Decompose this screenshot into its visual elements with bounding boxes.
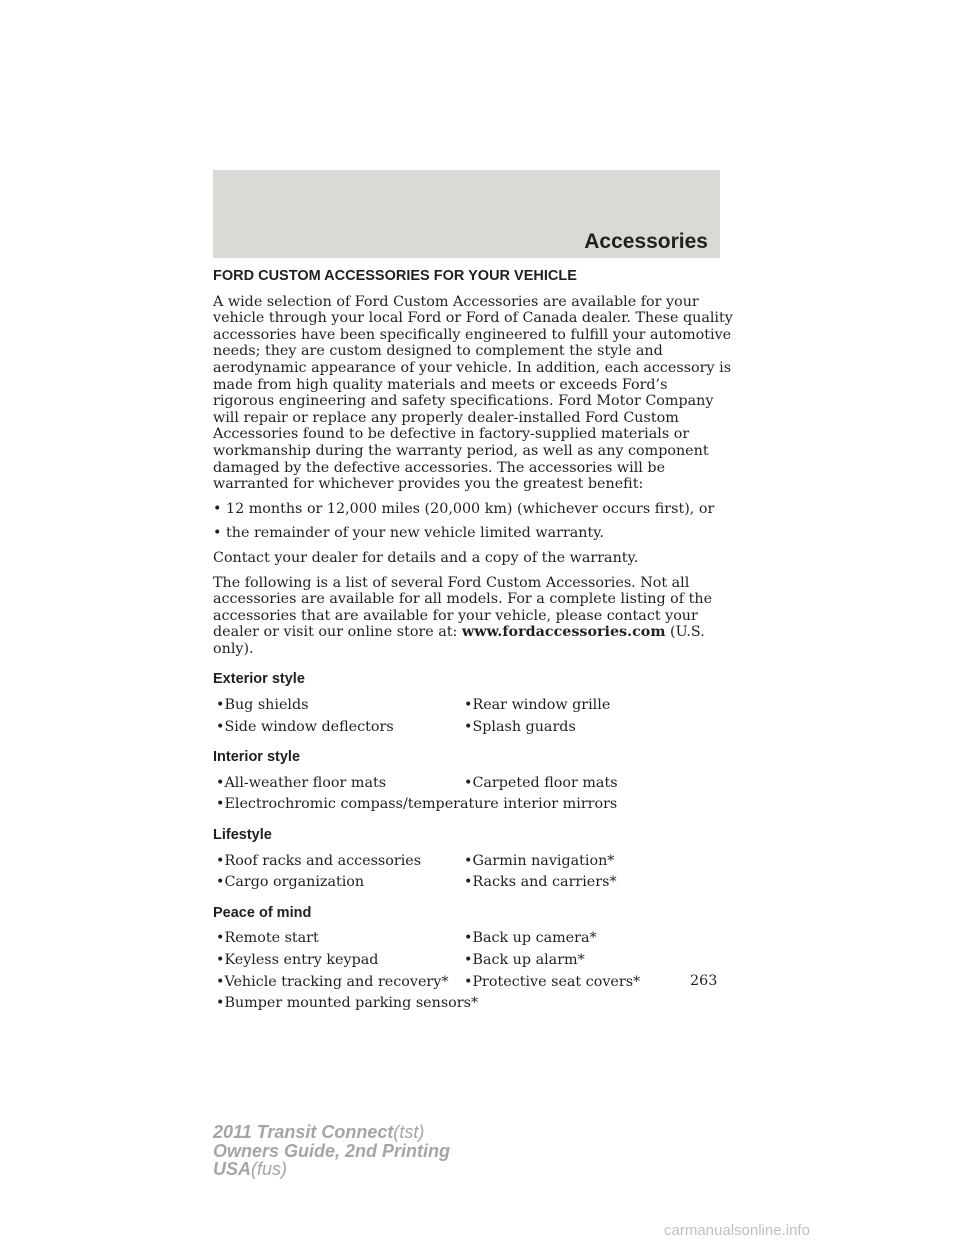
bullet-text: the remainder of your new vehicle limited warranty. bbox=[226, 525, 604, 542]
peace-of-mind-heading: Peace of mind bbox=[213, 904, 312, 921]
list-row bbox=[216, 995, 733, 1012]
list-item: •Keyless entry keypad bbox=[216, 952, 379, 968]
bullet-icon: • bbox=[216, 995, 225, 1012]
list-item bbox=[213, 501, 733, 518]
list-item: •Carpeted floor mats bbox=[464, 774, 618, 791]
peace-of-mind-list bbox=[213, 930, 733, 1011]
document-footer bbox=[213, 1123, 450, 1179]
list-item: •Cargo organization bbox=[216, 874, 365, 891]
list-item: •Splash guards bbox=[464, 718, 576, 735]
list-item: •Vehicle tracking and recovery* bbox=[216, 973, 449, 990]
bullet-icon: • bbox=[216, 774, 225, 791]
list-item: •Racks and carriers* bbox=[464, 874, 617, 891]
intro-paragraph: A wide selection of Ford Custom Accessories are available for your vehicle through your local Ford or Ford of Canada dealer. These quality accessories have been specifically engineered to fulfill your automotive needs; they are custom designed to complement the style and aerodynamic appearance of your vehicle. In addition, each accessory is made from high quality materials and meets or exceeds Ford’s rigorous engineering and safety specifications. Ford Motor Company will repair or replace any properly dealer-installed Ford Custom Accessories found to be defective in factory-supplied materials or workmanship during the warranty period, as well as any component damaged by the defective accessories. The accessories will be warranted for whichever provides you the greatest benefit: bbox=[213, 293, 733, 493]
list-row bbox=[216, 930, 733, 947]
list-item: •Protective seat covers* bbox=[464, 973, 641, 990]
bullet-icon: • bbox=[216, 697, 225, 714]
lifestyle-list bbox=[213, 853, 733, 891]
list-item: •Back up camera* bbox=[464, 930, 597, 947]
bullet-icon: • bbox=[464, 952, 473, 968]
bullet-icon: • bbox=[216, 796, 225, 813]
list-item: •Rear window grille bbox=[464, 697, 611, 714]
section-title: Accessories bbox=[584, 230, 708, 253]
footer-line-region: USA(fus) bbox=[213, 1159, 288, 1179]
section-header-band bbox=[213, 170, 720, 258]
accessories-website-link[interactable]: www.fordaccessories.com bbox=[461, 624, 666, 641]
list-item: •Roof racks and accessories bbox=[216, 852, 422, 869]
list-item: •Back up alarm* bbox=[464, 952, 585, 968]
main-heading: FORD CUSTOM ACCESSORIES FOR YOUR VEHICLE bbox=[213, 268, 577, 284]
list-row bbox=[216, 796, 733, 813]
bullet-icon: • bbox=[464, 718, 473, 735]
bullet-icon: • bbox=[216, 930, 225, 947]
interior-style-list bbox=[213, 775, 733, 813]
lifestyle-heading: Lifestyle bbox=[213, 827, 272, 844]
url-suffix: (U.S. only). bbox=[213, 624, 705, 657]
list-row bbox=[216, 974, 733, 991]
list-row bbox=[216, 853, 733, 870]
exterior-style-list bbox=[213, 697, 733, 735]
list-row bbox=[216, 697, 733, 714]
list-item: •Garmin navigation* bbox=[464, 852, 615, 869]
list-item: •Side window deflectors bbox=[216, 718, 394, 735]
list-row bbox=[216, 719, 733, 736]
list-intro-text: The following is a list of several Ford Custom Accessories. Not all accessories are available for all models. For a complete listing of the accessories that are available for your vehicle, please contact your dealer or visit our online store at: bbox=[213, 574, 713, 641]
bullet-icon: • bbox=[216, 952, 225, 968]
bullet-icon: • bbox=[216, 973, 225, 990]
list-row bbox=[216, 775, 733, 792]
list-item: •Electrochromic compass/temperature interior mirrors bbox=[216, 796, 618, 813]
bullet-icon: • bbox=[464, 774, 473, 791]
bullet-icon: • bbox=[216, 852, 225, 869]
bullet-icon: • bbox=[464, 973, 473, 990]
bullet-icon: • bbox=[216, 718, 225, 735]
bullet-text: 12 months or 12,000 miles (20,000 km) (whichever occurs first), or bbox=[226, 500, 715, 517]
bullet-icon: • bbox=[213, 500, 222, 517]
footer-line-edition: Owners Guide, 2nd Printing bbox=[213, 1140, 451, 1161]
bullet-icon: • bbox=[464, 930, 473, 947]
interior-style-heading: Interior style bbox=[213, 749, 301, 766]
list-item: •Bug shields bbox=[216, 697, 309, 714]
bullet-icon: • bbox=[464, 874, 473, 891]
list-row bbox=[216, 952, 733, 969]
page-number: 263 bbox=[690, 973, 718, 989]
page-content bbox=[213, 268, 733, 1017]
list-item: •Bumper mounted parking sensors* bbox=[216, 995, 479, 1012]
bullet-icon: • bbox=[213, 525, 222, 542]
footer-line-model: 2011 Transit Connect(tst) bbox=[213, 1122, 425, 1142]
list-intro-paragraph bbox=[213, 575, 733, 658]
bullet-icon: • bbox=[464, 852, 473, 869]
bullet-icon: • bbox=[464, 697, 473, 714]
list-item: •Remote start bbox=[216, 930, 319, 947]
list-item bbox=[213, 525, 733, 542]
exterior-style-heading: Exterior style bbox=[213, 671, 305, 688]
watermark: carmanualsonline.info bbox=[664, 1222, 810, 1239]
list-item: •All-weather floor mats bbox=[216, 774, 387, 791]
list-row bbox=[216, 874, 733, 891]
bullet-icon: • bbox=[216, 874, 225, 891]
contact-paragraph: Contact your dealer for details and a copy of the warranty. bbox=[213, 549, 639, 566]
